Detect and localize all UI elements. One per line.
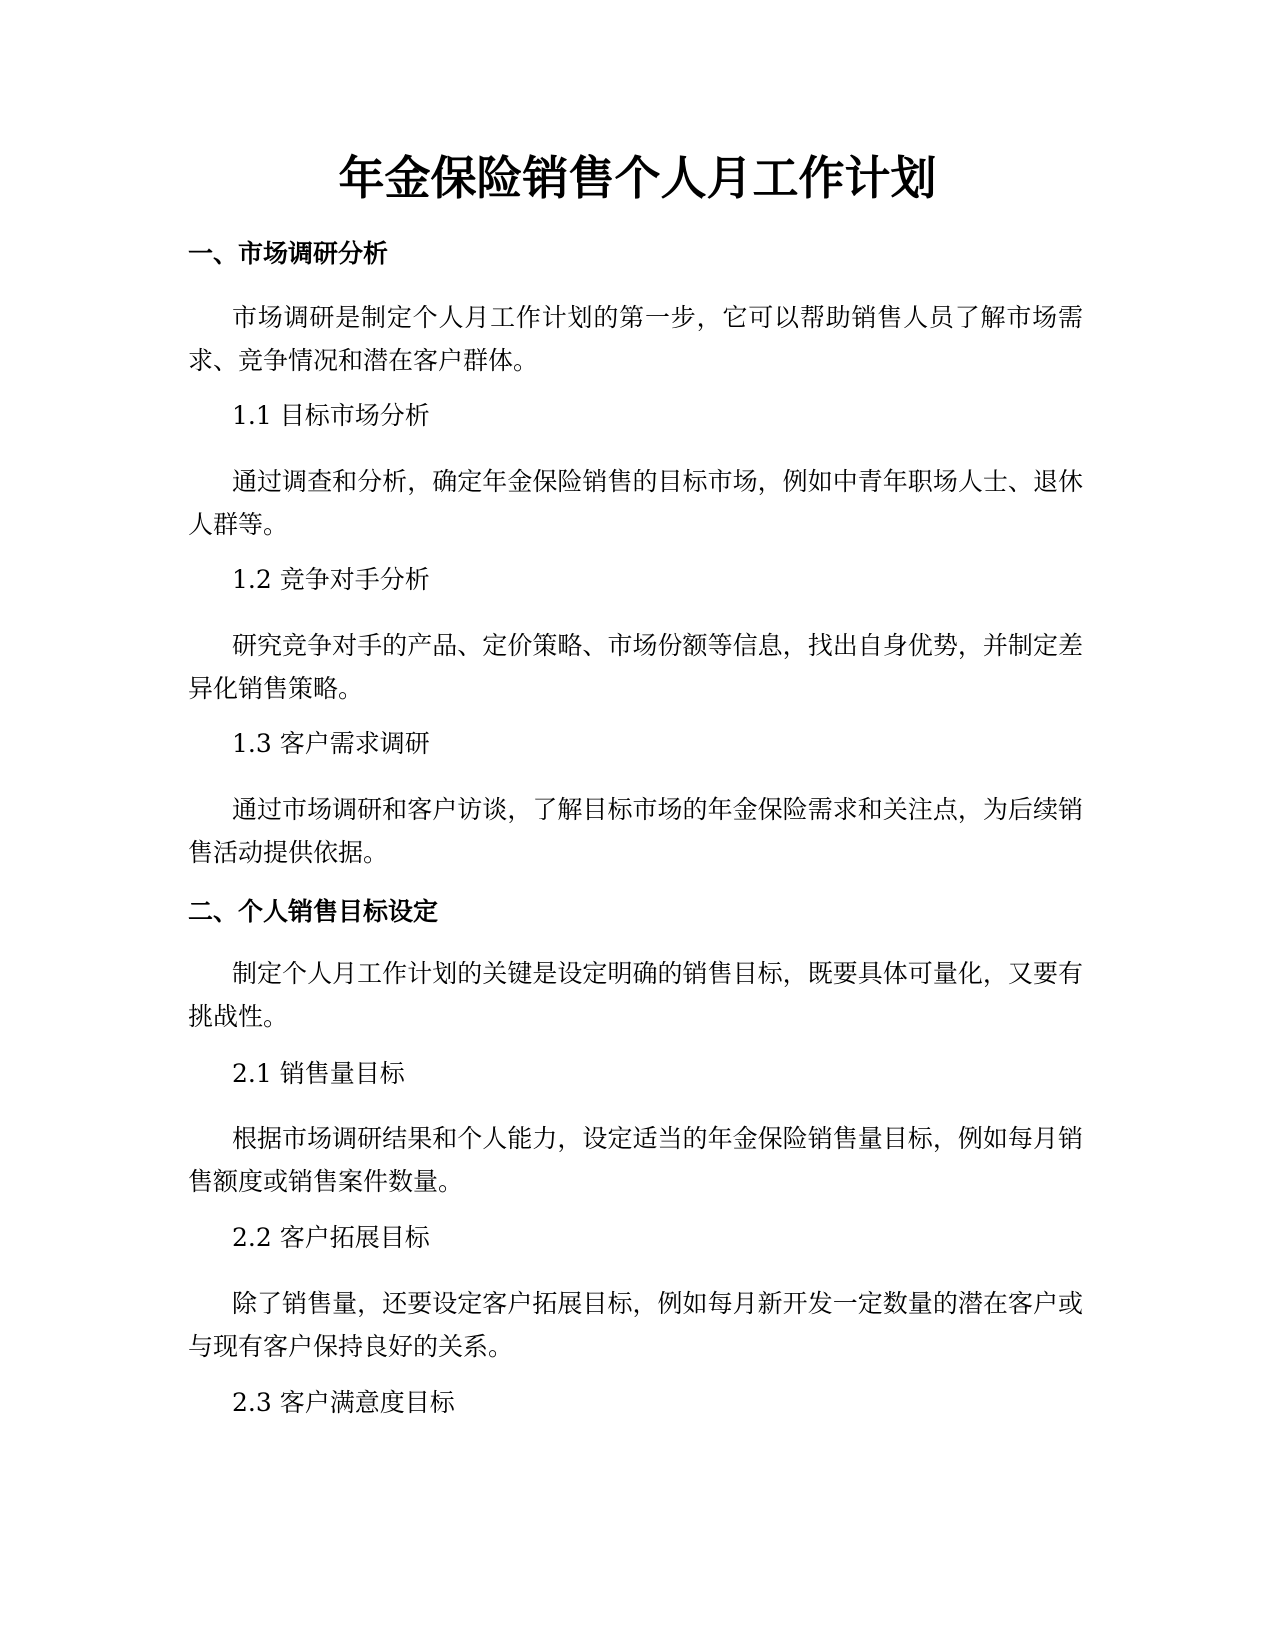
section-intro-2: 制定个人月工作计划的关键是设定明确的销售目标，既要具体可量化，又要有挑战性。 xyxy=(188,959,1083,1031)
section-heading-1: 一、市场调研分析 xyxy=(188,239,389,268)
subsection-heading-1-1: 1.1 目标市场分析 xyxy=(232,401,430,430)
subsection-text-1-1: 通过调查和分析，确定年金保险销售的目标市场，例如中青年职场人士、退休人群等。 xyxy=(188,467,1083,539)
subsection-text-1-3: 通过市场调研和客户访谈，了解目标市场的年金保险需求和关注点，为后续销售活动提供依据。 xyxy=(188,795,1083,867)
subsection-heading-1-3: 1.3 客户需求调研 xyxy=(232,729,430,758)
document-title: 年金保险销售个人月工作计划 xyxy=(338,151,937,205)
subsection-text-2-1: 根据市场调研结果和个人能力，设定适当的年金保险销售量目标，例如每月销售额度或销售案件数量。 xyxy=(188,1124,1083,1196)
section-intro-1: 市场调研是制定个人月工作计划的第一步，它可以帮助销售人员了解市场需求、竞争情况和潜在客户群体。 xyxy=(188,303,1083,375)
section-heading-2: 二、个人销售目标设定 xyxy=(188,897,439,926)
subsection-heading-2-2: 2.2 客户拓展目标 xyxy=(232,1223,430,1252)
subsection-heading-2-3: 2.3 客户满意度目标 xyxy=(232,1388,455,1417)
subsection-heading-1-2: 1.2 竞争对手分析 xyxy=(232,565,430,594)
subsection-heading-2-1: 2.1 销售量目标 xyxy=(232,1059,405,1088)
subsection-text-1-2: 研究竞争对手的产品、定价策略、市场份额等信息，找出自身优势，并制定差异化销售策略。 xyxy=(188,631,1083,703)
subsection-text-2-2: 除了销售量，还要设定客户拓展目标，例如每月新开发一定数量的潜在客户或与现有客户保持良好的关系。 xyxy=(188,1289,1083,1361)
